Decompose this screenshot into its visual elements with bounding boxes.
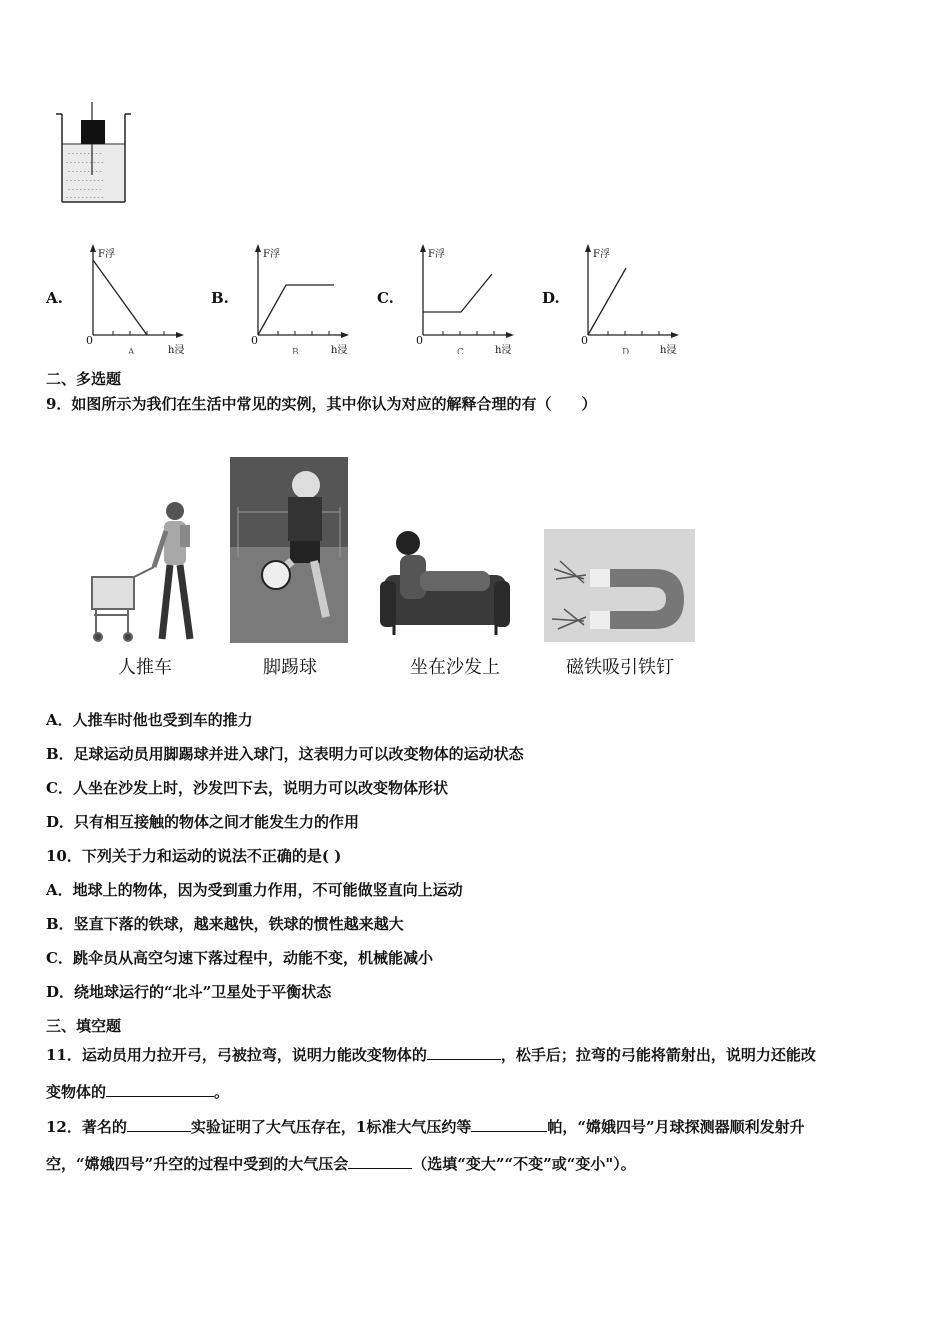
section-3-title: 三、填空题 <box>46 1017 122 1035</box>
q11-blank-2[interactable] <box>106 1082 214 1097</box>
shopping-cart <box>92 567 154 641</box>
caption-sit-sofa: 坐在沙发上 <box>410 657 500 678</box>
caption-kick-ball: 脚踢球 <box>263 657 317 678</box>
graph-b-xlabel: h浸 <box>331 345 348 356</box>
graph-b-origin: 0 <box>251 334 258 347</box>
person-sitting <box>396 531 490 599</box>
q11-text-1: 11．运动员用力拉开弓，弓被拉弯，说明力能改变物体的 <box>46 1046 427 1064</box>
line-c <box>423 274 492 312</box>
graph-c-origin: 0 <box>416 334 423 347</box>
beaker-figure <box>50 100 140 210</box>
q12-text-2: 实验证明了大气压存在，1标准大气压约等 <box>190 1118 472 1136</box>
q12-text-4: 空，“嫦娥四号”升空的过程中受到的大气压会 <box>46 1155 349 1173</box>
graph-d-ylabel: F浮 <box>593 249 610 260</box>
q11-text-3: 变物体的 <box>46 1083 107 1101</box>
option-c-letter: C. <box>377 289 394 307</box>
q11-line-2 <box>46 1082 229 1100</box>
section-2-title: 二、多选题 <box>46 370 122 388</box>
svg-text:- - - - - - - - -: - - - - - - - - - <box>68 150 102 157</box>
q11-text-4: 。 <box>214 1083 230 1101</box>
option-d-letter: D. <box>542 289 560 307</box>
q11-text-2: ，松手后；拉弯的弓能将箭射出，说明力还能改 <box>500 1046 816 1064</box>
q12-line-2 <box>46 1154 636 1172</box>
q10-option-d: D．绕地球运行的“北斗”卫星处于平衡状态 <box>46 983 332 1001</box>
person-pushing <box>154 502 190 639</box>
line-b <box>258 285 334 335</box>
block <box>81 120 105 144</box>
q12-line-1 <box>46 1117 805 1135</box>
graph-c-under: C <box>457 348 464 354</box>
graph-c-xlabel: h浸 <box>495 345 512 356</box>
q9-option-b: B．足球运动员用脚踢球并进入球门，这表明力可以改变物体的运动状态 <box>46 745 524 763</box>
magnet-photo <box>544 529 695 642</box>
graph-d-origin: 0 <box>581 334 588 347</box>
cart-illustration <box>82 495 207 645</box>
line-d <box>588 268 626 335</box>
caption-magnet: 磁铁吸引铁钉 <box>566 657 674 678</box>
football-photo <box>230 457 348 643</box>
q10-option-c: C．跳伞员从高空匀速下落过程中，动能不变，机械能减小 <box>46 949 433 967</box>
graph-a-ylabel: F浮 <box>98 249 115 260</box>
q10-option-b: B．竖直下落的铁球，越来越快，铁球的惯性越来越大 <box>46 915 404 933</box>
q12-text-3: 帕，“嫦娥四号”月球探测器顺利发射升 <box>547 1118 805 1136</box>
graph-options-row <box>0 240 950 360</box>
option-a-letter: A. <box>46 289 63 307</box>
caption-push-cart: 人推车 <box>118 657 172 678</box>
svg-text:- - - - - - - - -: - - - - - - - - - <box>68 186 102 193</box>
q12-text-1: 12．著名的 <box>46 1118 127 1136</box>
option-b-letter: B. <box>211 289 229 307</box>
graph-d-xlabel: h浸 <box>660 345 677 356</box>
graph-b-ylabel: F浮 <box>263 249 280 260</box>
svg-text:- - - - - - - - -: - - - - - - - - - <box>68 168 102 175</box>
q10-option-a: A．地球上的物体，因为受到重力作用，不可能做竖直向上运动 <box>46 881 463 899</box>
svg-text:- - - - - - - - - -: - - - - - - - - - - <box>66 194 104 201</box>
q9-option-a: A．人推车时他也受到车的推力 <box>46 711 253 729</box>
q9-option-d: D．只有相互接触的物体之间才能发生力的作用 <box>46 813 360 831</box>
q10-stem: 10．下列关于力和运动的说法不正确的是( ) <box>46 847 342 865</box>
graph-a-origin: 0 <box>86 334 93 347</box>
graph-c-ylabel: F浮 <box>428 249 445 260</box>
q12-blank-3[interactable] <box>348 1154 412 1169</box>
graph-a-under: A <box>128 348 135 354</box>
q12-blank-1[interactable] <box>127 1117 191 1132</box>
q11-line-1 <box>46 1045 816 1063</box>
graph-b-under: B <box>292 348 299 354</box>
graph-a-xlabel: h浸 <box>168 345 185 356</box>
q9-option-c: C．人坐在沙发上时，沙发凹下去，说明力可以改变物体形状 <box>46 779 448 797</box>
svg-text:- - - - - - - - - -: - - - - - - - - - - <box>66 177 104 184</box>
svg-text:- - - - - - - - - -: - - - - - - - - - - <box>66 159 104 166</box>
line-a <box>93 260 147 335</box>
q12-text-5: （选填“变大”“不变”或“变小"）。 <box>412 1155 636 1173</box>
q12-blank-2[interactable] <box>471 1117 547 1132</box>
graph-d-under: D <box>622 348 630 354</box>
q9-stem: 9．如图所示为我们在生活中常见的实例，其中你认为对应的解释合理的有（ ） <box>46 395 597 413</box>
sofa-illustration <box>380 525 510 640</box>
q11-blank-1[interactable] <box>427 1045 501 1060</box>
